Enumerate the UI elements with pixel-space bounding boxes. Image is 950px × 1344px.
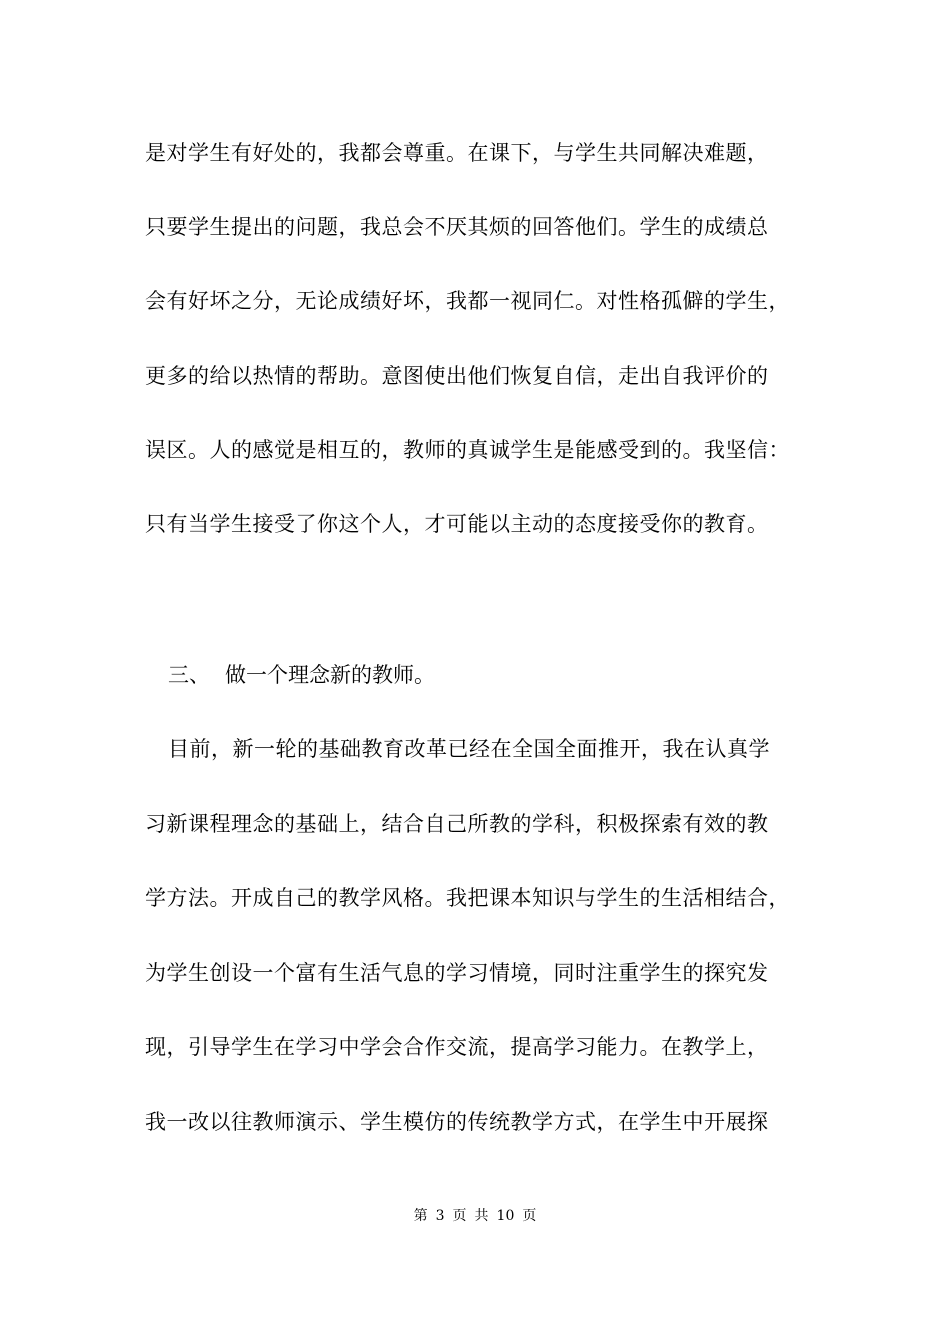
- section3-number: 三、: [168, 663, 210, 687]
- paragraph1-line-1: 是对学生有好处的，我都会尊重。在课下，与学生共同解决难题，: [145, 141, 769, 165]
- footer-prefix: 第: [413, 1208, 428, 1224]
- paragraph2-line-5: 现，引导学生在学习中学会合作交流，提高学习能力。在教学上，: [145, 1035, 769, 1059]
- paragraph1-line-5: 误区。人的感觉是相互的，教师的真诚学生是能感受到的。我坚信：: [145, 438, 790, 462]
- paragraph2-line-1: 目前，新一轮的基础教育改革已经在全国全面推开，我在认真学: [168, 737, 770, 761]
- paragraph1-line-3: 会有好坏之分，无论成绩好坏，我都一视同仁。对性格孤僻的学生，: [145, 289, 790, 313]
- paragraph1-line-6: 只有当学生接受了你这个人，才可能以主动的态度接受你的教育。: [145, 512, 769, 536]
- paragraph2-line-2: 习新课程理念的基础上，结合自己所教的学科，积极探索有效的教: [145, 812, 769, 836]
- section3-title: 做一个理念新的教师。: [225, 663, 435, 687]
- paragraph1-line-2: 只要学生提出的问题，我总会不厌其烦的回答他们。学生的成绩总: [145, 215, 769, 239]
- paragraph2-line-3: 学方法。开成自己的教学风格。我把课本知识与学生的生活相结合，: [145, 886, 790, 910]
- footer-mid1: 页: [452, 1208, 467, 1224]
- paragraph1-line-4: 更多的给以热情的帮助。意图使出他们恢复自信，走出自我评价的: [145, 364, 769, 388]
- paragraph2-line-4: 为学生创设一个富有生活气息的学习情境，同时注重学生的探究发: [145, 961, 769, 985]
- page-footer: [0, 1206, 950, 1226]
- footer-total-pages: 10: [496, 1208, 515, 1224]
- paragraph2-line-6: 我一改以往教师演示、学生模仿的传统教学方式，在学生中开展探: [145, 1110, 769, 1134]
- footer-suffix: 页: [522, 1208, 537, 1224]
- footer-mid2: 共: [474, 1208, 489, 1224]
- footer-current-page: 3: [435, 1208, 445, 1224]
